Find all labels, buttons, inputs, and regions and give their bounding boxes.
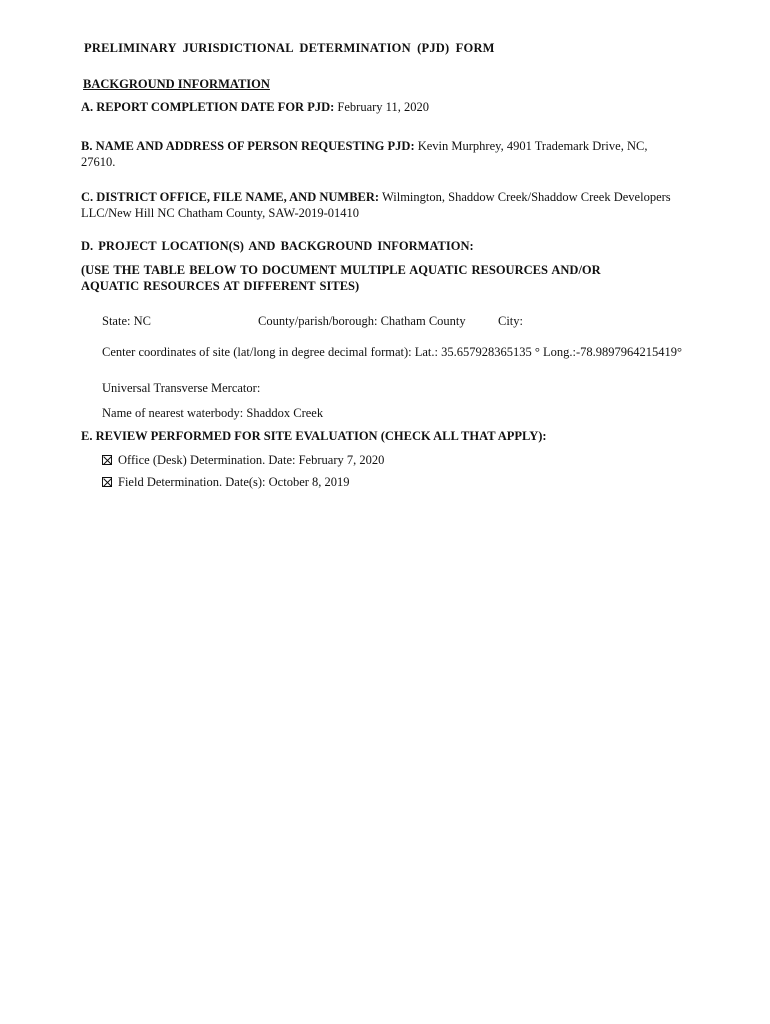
office-determination-row [102,452,384,468]
background-heading: BACKGROUND INFORMATION [83,77,270,91]
section-a [81,99,429,115]
report-completion-date: February 11, 2020 [337,100,429,114]
section-e-label: E. REVIEW PERFORMED FOR SITE EVALUATION (CHECK ALL THAT APPLY): [81,429,547,443]
county-field: County/parish/borough: Chatham County [258,314,466,328]
office-determination-label: Office (Desk) Determination. Date: February 7, 2020 [118,453,385,467]
section-a-label: A. REPORT COMPLETION DATE FOR PJD: [81,100,335,114]
state-field: State: NC [102,314,151,328]
section-b [81,138,647,154]
district-file-info-continued: LLC/New Hill NC Chatham County, SAW-2019-01410 [81,206,360,220]
section-b-label: B. NAME AND ADDRESS OF PERSON REQUESTING PJD: [81,139,415,153]
form-title: PRELIMINARY JURISDICTIONAL DETERMINATION (PJD) FORM [84,41,495,55]
field-determination-row [102,474,350,490]
section-d-label: D. PROJECT LOCATION(S) AND BACKGROUND INFORMATION: [81,239,474,253]
section-c [81,189,671,205]
section-c-label: C. DISTRICT OFFICE, FILE NAME, AND NUMBER: [81,190,380,204]
section-d-note-continued: AQUATIC RESOURCES AT DIFFERENT SITES) [81,279,360,293]
district-file-info: Wilmington, Shaddow Creek/Shaddow Creek Developers [381,190,671,204]
requester-address-continued: 27610. [81,155,116,169]
section-d-note: (USE THE TABLE BELOW TO DOCUMENT MULTIPLE AQUATIC RESOURCES AND/OR [81,263,601,277]
requester-name-address: Kevin Murphrey, 4901 Trademark Drive, NC, [417,139,648,153]
center-coordinates: Center coordinates of site (lat/long in degree decimal format): Lat.: 35.657928365135 ° Long.:-78.9897964215419° [102,345,683,359]
field-determination-label: Field Determination. Date(s): October 8, 2019 [118,475,350,489]
city-field: City: [498,314,524,328]
office-determination-checkbox[interactable] [102,455,112,465]
field-determination-checkbox[interactable] [102,477,112,487]
nearest-waterbody: Name of nearest waterbody: Shaddox Creek [102,406,324,420]
utm-field: Universal Transverse Mercator: [102,381,261,395]
